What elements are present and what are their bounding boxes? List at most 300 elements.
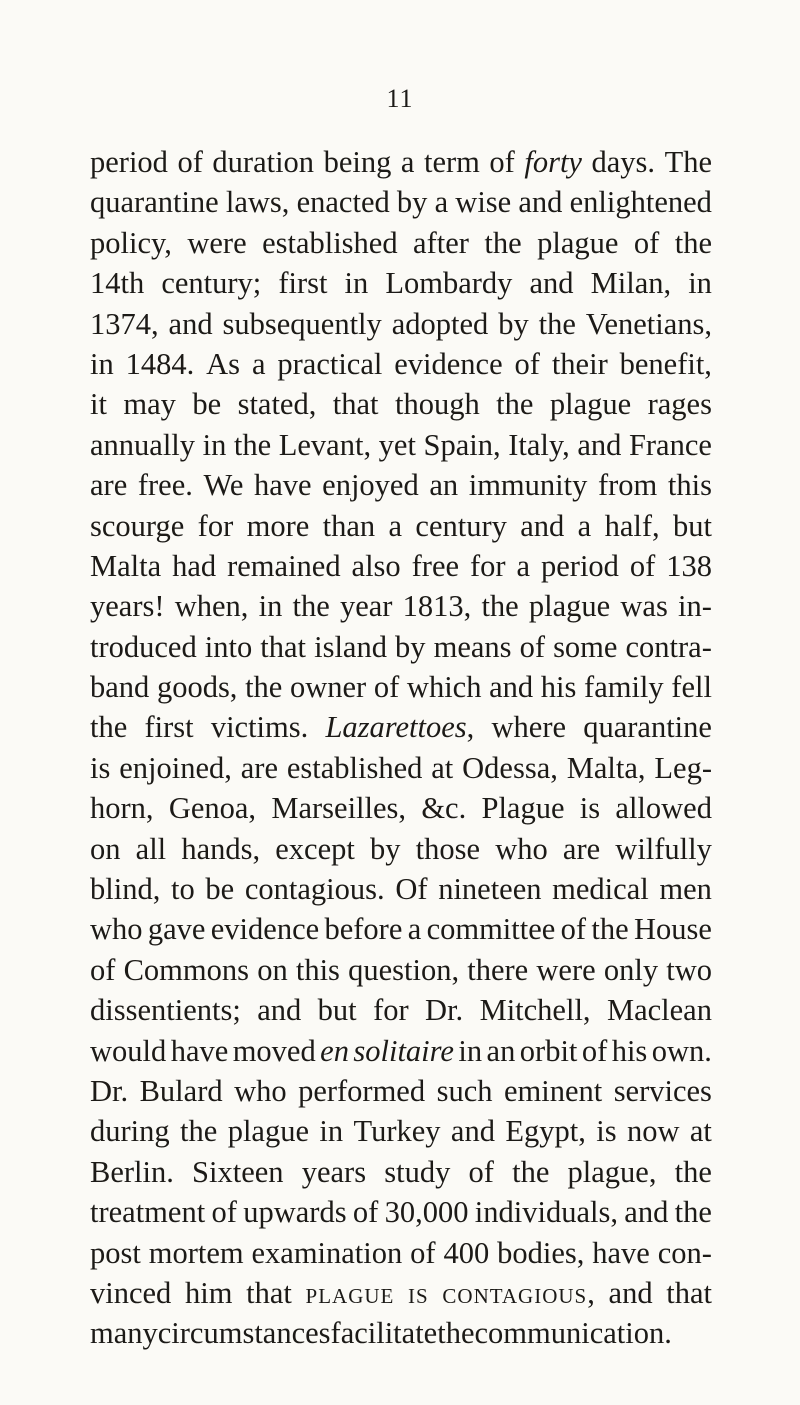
word bbox=[498, 304, 529, 344]
word-part: days. bbox=[591, 145, 656, 179]
word bbox=[385, 1192, 469, 1232]
word bbox=[123, 384, 176, 424]
word-part: established bbox=[286, 750, 423, 785]
word bbox=[467, 950, 528, 990]
word bbox=[518, 182, 562, 222]
word bbox=[675, 1192, 712, 1232]
word bbox=[161, 263, 261, 303]
word bbox=[340, 586, 392, 626]
word-part: House bbox=[633, 912, 712, 947]
word bbox=[140, 1071, 223, 1111]
word-part: of bbox=[519, 629, 545, 664]
text-line bbox=[90, 1313, 712, 1353]
word-part: individuals, bbox=[474, 1195, 618, 1230]
word bbox=[541, 546, 619, 586]
word bbox=[260, 627, 306, 667]
word bbox=[395, 869, 427, 909]
word-part: and bbox=[529, 266, 574, 301]
text-line bbox=[90, 748, 712, 788]
word-part: solitaire bbox=[353, 1033, 454, 1068]
word bbox=[489, 667, 533, 707]
word bbox=[552, 869, 649, 909]
word-part: be bbox=[205, 872, 235, 907]
word bbox=[144, 707, 193, 747]
word bbox=[353, 1031, 454, 1071]
text-line bbox=[90, 990, 712, 1030]
word-part: benefit, bbox=[619, 346, 712, 381]
word bbox=[505, 1111, 585, 1151]
word bbox=[652, 1031, 712, 1071]
word-part: treatment bbox=[90, 1195, 206, 1230]
word bbox=[226, 182, 290, 222]
word-part: being bbox=[323, 145, 392, 179]
word bbox=[520, 506, 564, 546]
word-part: Odessa, bbox=[462, 750, 558, 785]
word-part: question, bbox=[348, 952, 460, 987]
word-part: than bbox=[322, 508, 376, 543]
word-part: the bbox=[233, 427, 272, 462]
word-part: years bbox=[301, 1154, 367, 1189]
word-part: is bbox=[90, 750, 111, 785]
word bbox=[252, 1233, 403, 1273]
word bbox=[626, 627, 712, 667]
word-part: mortem bbox=[148, 1235, 244, 1270]
word-part: would bbox=[90, 1033, 167, 1068]
word-part: on bbox=[257, 952, 288, 987]
word-part: Venetians, bbox=[585, 306, 712, 341]
word bbox=[148, 909, 206, 949]
word-part: half, bbox=[604, 508, 660, 543]
word-part: services bbox=[613, 1073, 712, 1108]
word-part: are bbox=[562, 831, 601, 866]
word-part: and bbox=[450, 1114, 495, 1149]
word bbox=[90, 384, 107, 424]
word-part: also bbox=[351, 548, 401, 583]
word bbox=[90, 707, 127, 747]
word bbox=[192, 384, 221, 424]
text-line bbox=[90, 384, 712, 424]
word bbox=[487, 1031, 516, 1071]
word-part: Milan, bbox=[590, 266, 672, 301]
word-part: period bbox=[90, 145, 168, 179]
word bbox=[671, 667, 712, 707]
word bbox=[90, 465, 127, 505]
word bbox=[536, 950, 595, 990]
word bbox=[634, 223, 659, 263]
word bbox=[319, 1111, 343, 1151]
word bbox=[297, 182, 390, 222]
word-part: of bbox=[489, 145, 515, 179]
word-part: Dr. bbox=[425, 993, 464, 1028]
word-part: Bulard bbox=[139, 1073, 223, 1108]
word bbox=[90, 1152, 174, 1192]
word bbox=[394, 344, 502, 384]
word bbox=[158, 1313, 331, 1353]
word bbox=[455, 182, 511, 222]
word-part: is bbox=[596, 1114, 617, 1149]
word bbox=[515, 344, 540, 384]
word bbox=[586, 304, 712, 344]
word bbox=[658, 1233, 712, 1273]
word bbox=[438, 869, 541, 909]
word bbox=[591, 263, 671, 303]
word-part: Berlin. bbox=[90, 1154, 174, 1189]
word-part: adopted bbox=[391, 306, 489, 341]
word-part: performed bbox=[298, 1073, 426, 1108]
word bbox=[550, 384, 631, 424]
word-part: island bbox=[314, 629, 387, 664]
word bbox=[90, 223, 172, 263]
word-part: this bbox=[295, 952, 340, 987]
word-part: of bbox=[629, 548, 656, 583]
word bbox=[424, 425, 501, 465]
word-part: was bbox=[620, 589, 668, 624]
word bbox=[492, 707, 567, 747]
word bbox=[353, 1192, 378, 1232]
word-part: century; bbox=[161, 266, 262, 301]
word-part: after bbox=[413, 225, 469, 260]
word bbox=[552, 344, 608, 384]
word-part: allowed bbox=[615, 791, 712, 826]
word bbox=[666, 1273, 712, 1313]
word-part: of bbox=[560, 912, 587, 947]
word-part: medical bbox=[552, 872, 649, 907]
word-part: from bbox=[597, 468, 658, 503]
word-part: more bbox=[246, 508, 310, 543]
word-part: &c. bbox=[421, 791, 467, 826]
word bbox=[407, 667, 482, 707]
word-part: duration bbox=[212, 145, 315, 179]
word bbox=[489, 142, 514, 182]
word-part: plague bbox=[305, 1275, 395, 1310]
word bbox=[541, 667, 577, 707]
word bbox=[185, 1273, 232, 1313]
word-part: for bbox=[469, 548, 506, 583]
word bbox=[659, 869, 712, 909]
word-part: Maclean bbox=[606, 993, 712, 1028]
word bbox=[470, 546, 506, 586]
word-part: a bbox=[388, 508, 403, 543]
word-part: stated, bbox=[237, 387, 317, 422]
word bbox=[298, 1071, 425, 1111]
text-line bbox=[90, 182, 712, 222]
word-part: We bbox=[203, 468, 244, 503]
word bbox=[648, 384, 712, 424]
word bbox=[563, 829, 600, 869]
word bbox=[678, 586, 712, 626]
word-part: of bbox=[211, 1195, 237, 1230]
page-number: 11 bbox=[386, 84, 414, 113]
word-part: Dr. bbox=[90, 1073, 129, 1108]
word-part: committee bbox=[426, 912, 556, 947]
text-line bbox=[90, 425, 712, 465]
word bbox=[395, 627, 426, 667]
word-part: year bbox=[339, 589, 393, 624]
word-part: laws, bbox=[225, 185, 290, 220]
word-part: The bbox=[664, 145, 712, 179]
word bbox=[373, 990, 409, 1030]
word bbox=[119, 748, 232, 788]
word bbox=[136, 829, 167, 869]
word bbox=[412, 546, 459, 586]
word-part: subsequently bbox=[222, 306, 382, 341]
word-part: is bbox=[579, 791, 601, 826]
word-part: the bbox=[292, 589, 330, 624]
word bbox=[318, 990, 357, 1030]
word bbox=[205, 627, 252, 667]
word-part: a bbox=[577, 508, 592, 543]
word bbox=[279, 425, 371, 465]
word bbox=[203, 465, 243, 505]
word bbox=[180, 1111, 217, 1151]
word bbox=[206, 344, 240, 384]
word-part: Italy, bbox=[508, 427, 570, 462]
word-part: and bbox=[489, 670, 534, 705]
word-part: and bbox=[257, 993, 302, 1028]
word bbox=[609, 1273, 653, 1313]
word bbox=[275, 829, 355, 869]
word-part: free. bbox=[137, 468, 193, 503]
word bbox=[348, 950, 459, 990]
word bbox=[171, 869, 195, 909]
word bbox=[171, 1031, 229, 1071]
word bbox=[434, 627, 512, 667]
word bbox=[257, 950, 288, 990]
word bbox=[495, 829, 548, 869]
word-part: is bbox=[408, 1275, 429, 1310]
word bbox=[228, 1111, 309, 1151]
word-part: when, bbox=[174, 589, 249, 624]
word bbox=[90, 1111, 170, 1151]
text-line bbox=[90, 263, 712, 303]
word bbox=[584, 667, 664, 707]
word bbox=[397, 182, 428, 222]
word bbox=[90, 1313, 158, 1353]
word-part: a bbox=[400, 145, 415, 179]
word-part: the bbox=[437, 1316, 475, 1351]
word-part: Mitchell, bbox=[479, 993, 591, 1028]
word bbox=[615, 788, 712, 828]
word bbox=[90, 586, 165, 626]
word-part: blind, bbox=[90, 872, 161, 907]
word bbox=[408, 909, 422, 949]
word-part: into bbox=[204, 629, 253, 664]
word bbox=[254, 465, 312, 505]
word-part: the bbox=[674, 1154, 712, 1189]
word bbox=[175, 586, 249, 626]
word-part: circumstances bbox=[157, 1316, 331, 1351]
word bbox=[620, 586, 667, 626]
word-part: many bbox=[90, 1316, 158, 1351]
word-part: Lombardy bbox=[385, 266, 513, 301]
word bbox=[205, 869, 234, 909]
word-part: in bbox=[258, 589, 283, 624]
word-part: France bbox=[628, 427, 712, 462]
word-part: only bbox=[603, 952, 659, 987]
word bbox=[458, 1031, 482, 1071]
word bbox=[90, 990, 241, 1030]
word-part: Lazarettoes bbox=[325, 710, 467, 745]
word-part: rages bbox=[647, 387, 712, 422]
word-part: gave bbox=[147, 912, 206, 947]
word bbox=[539, 304, 576, 344]
word-part: nineteen bbox=[438, 872, 542, 907]
word-part: family bbox=[584, 670, 664, 705]
word bbox=[469, 465, 588, 505]
word bbox=[666, 546, 712, 586]
text-line bbox=[90, 909, 712, 949]
word-part: Turkey bbox=[353, 1114, 441, 1149]
word-part: 1813, bbox=[402, 589, 472, 624]
word-part: dissentients; bbox=[90, 993, 241, 1028]
word bbox=[592, 1233, 650, 1273]
word-part: of bbox=[410, 1235, 436, 1270]
word bbox=[481, 788, 564, 828]
word bbox=[389, 506, 403, 546]
word-part: of bbox=[581, 1033, 608, 1068]
word bbox=[403, 586, 472, 626]
word bbox=[431, 748, 453, 788]
word-part: for bbox=[373, 993, 409, 1028]
word-part: 14th bbox=[90, 266, 145, 301]
word bbox=[384, 1152, 450, 1192]
word-part: period bbox=[541, 548, 619, 583]
word bbox=[157, 667, 238, 707]
word bbox=[90, 627, 197, 667]
word-part: facilitate bbox=[330, 1316, 438, 1351]
word bbox=[568, 1152, 657, 1192]
word bbox=[198, 506, 234, 546]
word bbox=[577, 425, 621, 465]
word-part: such bbox=[436, 1073, 493, 1108]
word bbox=[278, 263, 327, 303]
word-part: 1374, bbox=[90, 306, 159, 341]
word bbox=[508, 425, 570, 465]
word-part: that bbox=[260, 629, 307, 664]
word bbox=[169, 788, 256, 828]
word-part: As bbox=[206, 346, 241, 381]
word-part: the bbox=[180, 1114, 218, 1149]
word-part: Leg- bbox=[654, 750, 712, 785]
word bbox=[484, 223, 521, 263]
word bbox=[392, 304, 489, 344]
word-part: quarantine bbox=[90, 185, 219, 220]
word-part: of bbox=[352, 1195, 379, 1230]
word bbox=[624, 1192, 668, 1232]
word bbox=[90, 1273, 171, 1313]
word-part: by bbox=[370, 831, 401, 866]
word-part: troduced bbox=[90, 629, 197, 664]
word bbox=[227, 546, 340, 586]
word-part: it bbox=[90, 387, 107, 422]
word bbox=[90, 344, 114, 384]
word-part: of bbox=[468, 1154, 494, 1189]
word-part: first bbox=[278, 266, 328, 301]
word bbox=[530, 263, 574, 303]
word bbox=[634, 909, 712, 949]
word-part: Plague bbox=[481, 791, 565, 826]
word-part: Malta, bbox=[566, 750, 646, 785]
word-part: own. bbox=[651, 1033, 712, 1068]
word-part: though bbox=[394, 387, 480, 422]
word bbox=[90, 748, 110, 788]
word-part: yet bbox=[378, 427, 416, 462]
text-line bbox=[90, 223, 712, 263]
word bbox=[673, 506, 712, 546]
word bbox=[614, 1071, 712, 1111]
word bbox=[187, 223, 246, 263]
word bbox=[598, 465, 657, 505]
word-part: a bbox=[407, 912, 422, 947]
word-part: of bbox=[90, 952, 116, 987]
text-line bbox=[90, 1071, 712, 1111]
body-text bbox=[90, 142, 712, 1354]
word-part: contagious. bbox=[244, 872, 385, 907]
word-part: that bbox=[246, 1275, 292, 1310]
word-part: years! bbox=[90, 589, 165, 624]
word bbox=[654, 748, 712, 788]
word bbox=[529, 586, 610, 626]
text-line bbox=[90, 829, 712, 869]
word-part: the bbox=[481, 589, 519, 624]
word-part: con- bbox=[657, 1235, 712, 1270]
word bbox=[665, 142, 712, 182]
word-part: Sixteen bbox=[192, 1154, 284, 1189]
word-part: during bbox=[90, 1114, 170, 1149]
word-part: all bbox=[135, 831, 167, 866]
word bbox=[578, 506, 592, 546]
word bbox=[607, 990, 712, 1030]
word bbox=[512, 1152, 549, 1192]
text-line bbox=[90, 1273, 712, 1313]
word-part: in bbox=[319, 1114, 344, 1149]
word-part: that bbox=[666, 1275, 712, 1310]
word bbox=[583, 707, 712, 747]
word-part: this bbox=[667, 468, 712, 503]
word-part: that bbox=[332, 387, 379, 422]
word bbox=[612, 1031, 648, 1071]
word bbox=[271, 788, 406, 828]
text-line bbox=[90, 465, 712, 505]
word-part: 30,000 bbox=[384, 1195, 469, 1230]
word bbox=[241, 748, 278, 788]
word bbox=[370, 829, 401, 869]
word bbox=[410, 1233, 435, 1273]
word-part: Egypt, bbox=[505, 1114, 586, 1149]
text-line bbox=[90, 788, 712, 828]
word-part: Malta bbox=[90, 548, 162, 583]
word-part: contra- bbox=[625, 629, 712, 664]
word bbox=[354, 1111, 441, 1151]
word bbox=[212, 142, 314, 182]
word-part: band bbox=[90, 670, 150, 705]
word bbox=[223, 304, 382, 344]
word-part: his bbox=[611, 1033, 648, 1068]
text-line bbox=[90, 667, 712, 707]
word-part: Marseilles, bbox=[271, 791, 407, 826]
word bbox=[690, 1111, 712, 1151]
word bbox=[181, 829, 260, 869]
word bbox=[675, 223, 712, 263]
word bbox=[302, 1152, 366, 1192]
text-line bbox=[90, 1111, 712, 1151]
word-part: term bbox=[423, 145, 480, 179]
word-part: to bbox=[171, 872, 195, 907]
word bbox=[243, 1192, 346, 1232]
word-part: established bbox=[262, 225, 398, 260]
word bbox=[90, 869, 160, 909]
word-part: forty bbox=[524, 145, 582, 179]
